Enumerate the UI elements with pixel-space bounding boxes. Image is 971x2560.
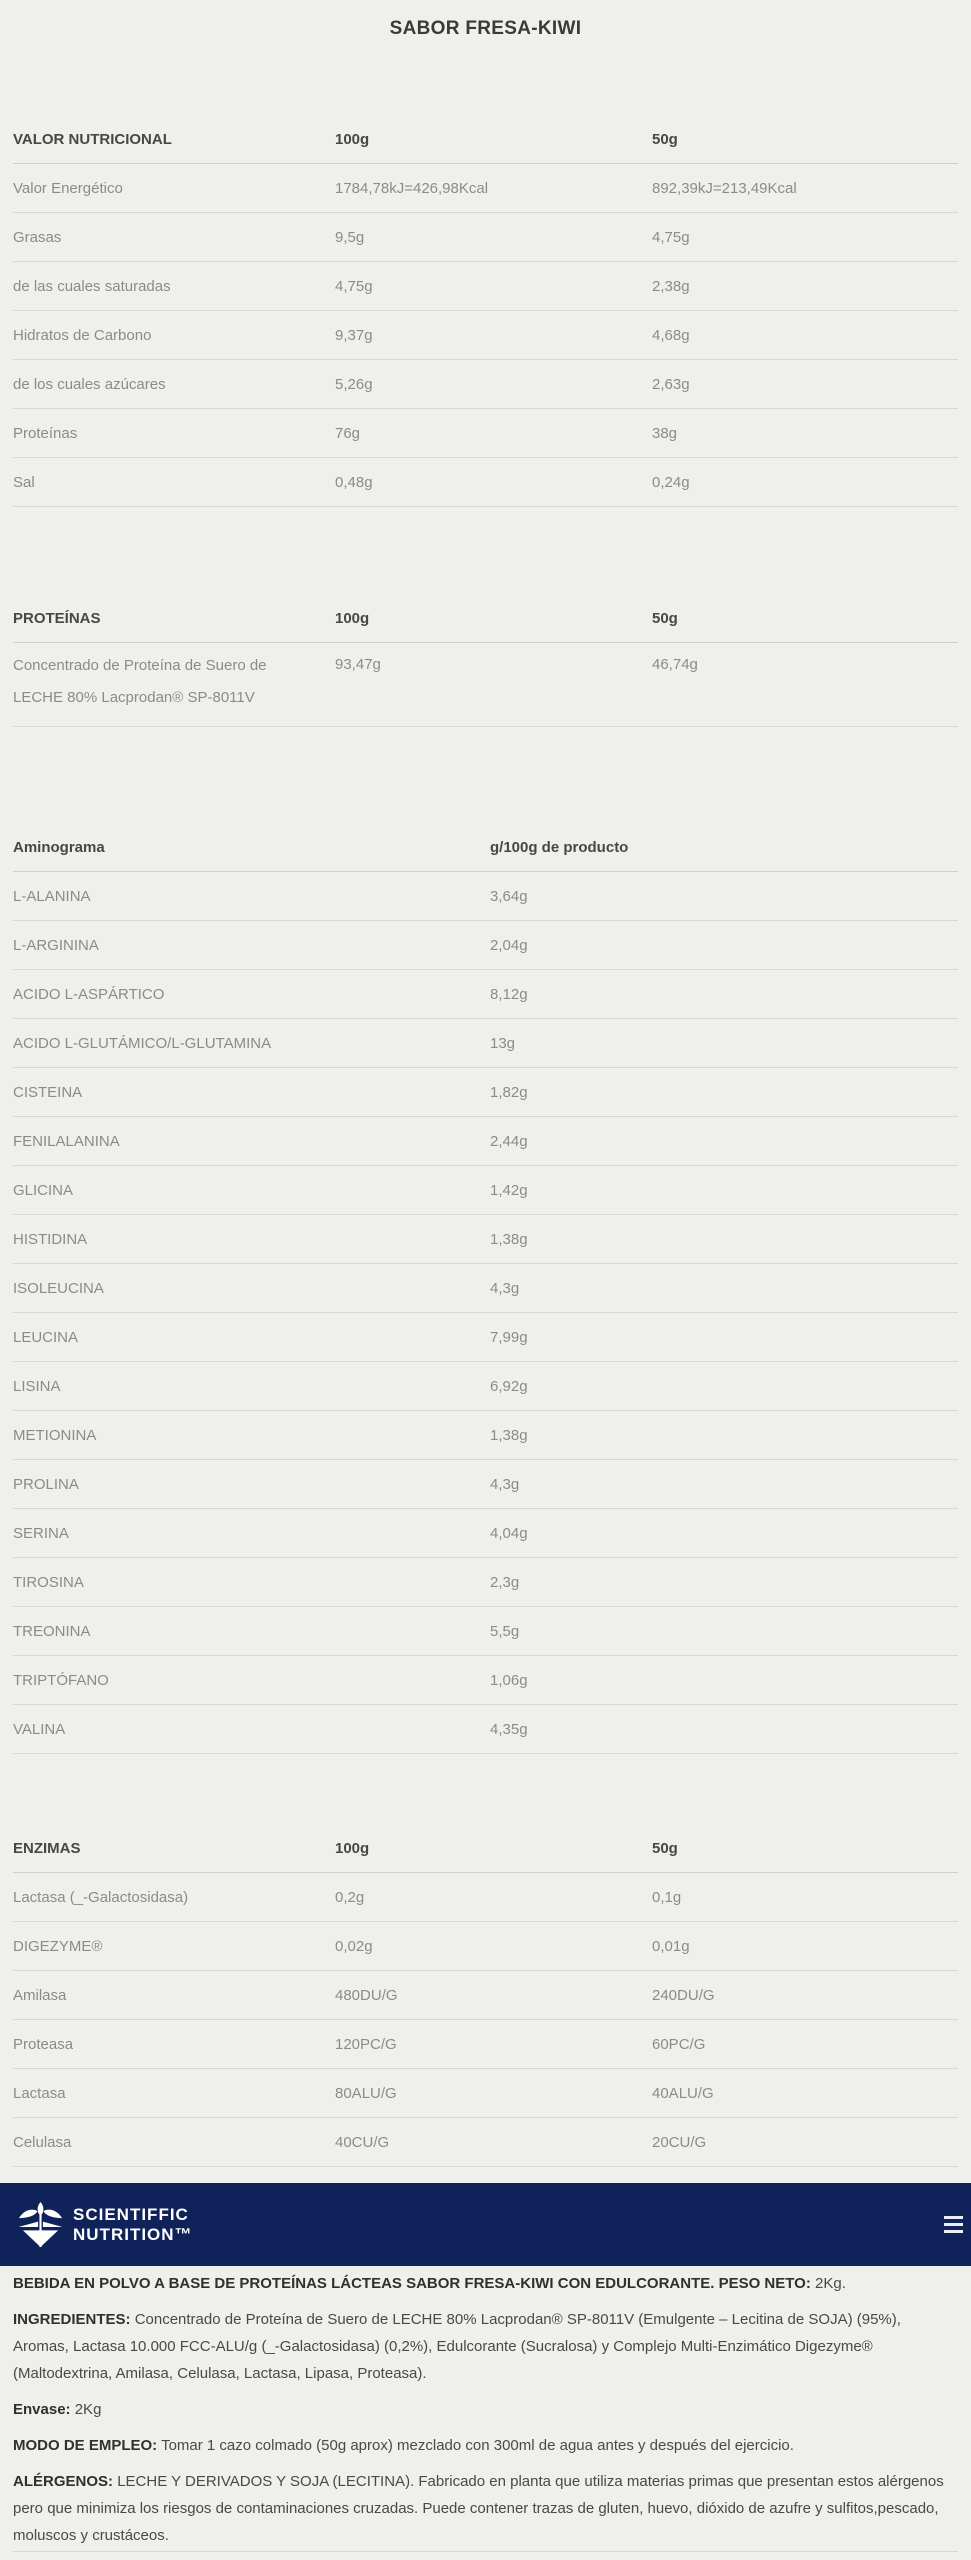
enzymes-table (13, 1824, 958, 2216)
usage-paragraph (13, 2432, 958, 2459)
proteins-table (13, 594, 958, 727)
amino-acid-label: PROLINA (13, 1475, 79, 1493)
brand-tree-icon (17, 2201, 64, 2248)
brand-logo[interactable] (17, 2201, 193, 2248)
allergens-paragraph (13, 2468, 958, 2549)
amino-acid-label: HISTIDINA (13, 1230, 88, 1248)
column-header-50g: 50g (652, 1839, 678, 1857)
enzyme-label: Lactasa (_-Galactosidasa) (13, 1888, 189, 1906)
navbar (0, 2183, 971, 2266)
table-row (13, 1019, 958, 1068)
net-weight-value: 2Kg. (815, 2275, 846, 2292)
column-header-100g: 100g (335, 1839, 370, 1857)
amino-acid-value: 2,44g (490, 1132, 528, 1150)
table-row (13, 311, 958, 360)
table-row (13, 1705, 958, 1754)
value-100g: 0,02g (335, 1937, 373, 1955)
amino-acid-value: 13g (490, 1034, 516, 1052)
table-row (13, 213, 958, 262)
enzyme-label: Celulasa (13, 2133, 72, 2151)
nutrition-table (13, 115, 958, 507)
table-row (13, 1460, 958, 1509)
value-50g: 4,68g (652, 326, 690, 344)
net-weight-label: BEBIDA EN POLVO A BASE DE PROTEÍNAS LÁCTEAS SABOR FRESA-KIWI CON EDULCORANTE. PESO NETO: (13, 2275, 811, 2292)
amino-acid-value: 3,64g (490, 887, 528, 905)
value-100g: 9,37g (335, 326, 373, 344)
value-100g: 5,26g (335, 375, 373, 393)
table-header-row (13, 594, 958, 643)
hamburger-icon (944, 2216, 963, 2219)
value-100g: 0,2g (335, 1888, 365, 1906)
brand-line2: NUTRITION™ (73, 2224, 193, 2244)
table-title: PROTEÍNAS (13, 609, 101, 627)
amino-acid-label: FENILALANINA (13, 1132, 120, 1150)
value-50g: 40ALU/G (652, 2084, 714, 2102)
table-row (13, 970, 958, 1019)
enzyme-label: Proteasa (13, 2035, 74, 2053)
column-header-per100g: g/100g de producto (490, 838, 629, 856)
amino-acid-value: 4,3g (490, 1279, 520, 1297)
amino-acid-label: SERINA (13, 1524, 69, 1542)
amino-acid-value: 1,06g (490, 1671, 528, 1689)
amino-acid-label: LEUCINA (13, 1328, 79, 1346)
amino-acid-value: 4,04g (490, 1524, 528, 1542)
amino-acid-label: METIONINA (13, 1426, 97, 1444)
table-row (13, 1411, 958, 1460)
enzyme-label: Amilasa (13, 1986, 67, 2004)
row-label: Concentrado de Proteína de Suero de LECHE 80% Lacprodan® SP-8011V (13, 657, 267, 706)
amino-acid-label: L-ALANINA (13, 887, 91, 905)
value-100g: 0,48g (335, 473, 373, 491)
hamburger-icon (944, 2230, 963, 2233)
product-details (13, 2270, 958, 2558)
row-label: Proteínas (13, 424, 78, 442)
table-row (13, 1362, 958, 1411)
ingredients-paragraph (13, 2306, 958, 2387)
brand-name (73, 2205, 193, 2245)
amino-acid-label: ISOLEUCINA (13, 1279, 104, 1297)
amino-acid-label: ACIDO L-GLUTÁMICO/L-GLUTAMINA (13, 1034, 272, 1052)
table-row (13, 262, 958, 311)
allergens-text: LECHE Y DERIVADOS Y SOJA (LECITINA). Fabricado en planta que utiliza materias primas que presentan estos alérgenos pero que minimiza los riesgos de contaminaciones cruzadas. Puede contener trazas de gluten, huevo, dióxido de azufre y sulfitos,pescado, moluscos y crustáceos. (13, 2473, 944, 2544)
amino-acid-label: ACIDO L-ASPÁRTICO (13, 985, 165, 1003)
amino-acid-value: 2,3g (490, 1573, 520, 1591)
enzyme-label: DIGEZYME® (13, 1937, 103, 1955)
column-header-100g: 100g (335, 130, 370, 148)
aminogram-table (13, 823, 958, 1754)
amino-acid-label: TREONINA (13, 1622, 91, 1640)
usage-text: Tomar 1 cazo colmado (50g aprox) mezclado con 300ml de agua antes y después del ejercicio. (161, 2437, 794, 2454)
brand-line1: SCIENTIFFIC (73, 2204, 189, 2224)
value-100g: 9,5g (335, 228, 365, 246)
table-row (13, 872, 958, 921)
table-row (13, 164, 958, 213)
table-row (13, 1215, 958, 1264)
table-row (13, 1313, 958, 1362)
table-row (13, 1117, 958, 1166)
column-header-50g: 50g (652, 609, 678, 627)
table-row (13, 1264, 958, 1313)
value-100g: 93,47g (335, 656, 381, 673)
table-title: Aminograma (13, 838, 105, 856)
value-100g: 120PC/G (335, 2035, 397, 2053)
value-100g: 40CU/G (335, 2133, 390, 2151)
table-row (13, 1656, 958, 1705)
table-row (13, 1068, 958, 1117)
table-row (13, 2020, 958, 2069)
value-100g: 76g (335, 424, 361, 442)
table-header-row (13, 115, 958, 164)
table-header-row (13, 823, 958, 872)
row-label: de los cuales azúcares (13, 375, 166, 393)
package-value: 2Kg (74, 2401, 102, 2418)
value-100g: 80ALU/G (335, 2084, 397, 2102)
amino-acid-value: 1,38g (490, 1426, 528, 1444)
row-label: de las cuales saturadas (13, 277, 171, 295)
amino-acid-label: LISINA (13, 1377, 61, 1395)
table-row (13, 643, 958, 727)
table-row (13, 409, 958, 458)
enzyme-label: Lactasa (13, 2084, 66, 2102)
amino-acid-value: 7,99g (490, 1328, 528, 1346)
table-title: VALOR NUTRICIONAL (13, 130, 172, 148)
table-row (13, 1922, 958, 1971)
amino-acid-value: 5,5g (490, 1622, 520, 1640)
value-50g: 892,39kJ=213,49Kcal (652, 179, 797, 197)
amino-acid-value: 4,35g (490, 1720, 528, 1738)
amino-acid-label: GLICINA (13, 1181, 74, 1199)
value-50g: 2,38g (652, 277, 690, 295)
value-100g: 480DU/G (335, 1986, 398, 2004)
value-50g: 0,1g (652, 1888, 682, 1906)
row-label: Sal (13, 473, 35, 491)
amino-acid-value: 1,82g (490, 1083, 528, 1101)
menu-button[interactable] (941, 2216, 963, 2233)
table-row (13, 458, 958, 507)
table-row (13, 1558, 958, 1607)
amino-acid-label: TIROSINA (13, 1573, 84, 1591)
value-50g: 20CU/G (652, 2133, 707, 2151)
table-title: ENZIMAS (13, 1839, 81, 1857)
table-row (13, 1607, 958, 1656)
bottom-divider (13, 2551, 958, 2552)
amino-acid-label: TRIPTÓFANO (13, 1671, 109, 1689)
table-row (13, 360, 958, 409)
net-weight-paragraph (13, 2270, 958, 2297)
value-50g: 0,24g (652, 473, 690, 491)
allergens-label: ALÉRGENOS: (13, 2473, 114, 2490)
package-paragraph (13, 2396, 958, 2423)
ingredients-text: Concentrado de Proteína de Suero de LECHE 80% Lacprodan® SP-8011V (Emulgente – Lecitina de SOJA) (95%), Aromas, Lactasa 10.000 FCC-ALU/g (_-Galactosidasa) (0,2%), Edulcorante (Sucralosa) y Complejo Multi-Enzimático Digezyme® (Maltodextrina, Amilasa, Celulasa, Lactasa, Lipasa, Proteasa). (13, 2311, 901, 2382)
value-50g: 4,75g (652, 228, 690, 246)
column-header-100g: 100g (335, 609, 370, 627)
usage-label: MODO DE EMPLEO: (13, 2437, 158, 2454)
amino-acid-label: CISTEINA (13, 1083, 83, 1101)
value-100g: 4,75g (335, 277, 373, 295)
value-50g: 46,74g (652, 656, 698, 673)
table-row (13, 921, 958, 970)
amino-acid-value: 1,42g (490, 1181, 528, 1199)
table-row (13, 1971, 958, 2020)
amino-acid-value: 8,12g (490, 985, 528, 1003)
amino-acid-value: 1,38g (490, 1230, 528, 1248)
hamburger-icon (944, 2223, 963, 2226)
column-header-50g: 50g (652, 130, 678, 148)
row-label: Hidratos de Carbono (13, 326, 152, 344)
row-label: Grasas (13, 228, 62, 246)
amino-acid-value: 6,92g (490, 1377, 528, 1395)
value-50g: 60PC/G (652, 2035, 706, 2053)
table-row (13, 2118, 958, 2167)
value-50g: 240DU/G (652, 1986, 715, 2004)
table-header-row (13, 1824, 958, 1873)
amino-acid-label: VALINA (13, 1720, 66, 1738)
value-50g: 38g (652, 424, 678, 442)
row-label: Valor Energético (13, 179, 123, 197)
table-row (13, 2069, 958, 2118)
ingredients-label: INGREDIENTES: (13, 2311, 131, 2328)
table-row (13, 1509, 958, 1558)
amino-acid-label: L-ARGININA (13, 936, 99, 954)
table-row (13, 1166, 958, 1215)
value-50g: 0,01g (652, 1937, 690, 1955)
value-100g: 1784,78kJ=426,98Kcal (335, 179, 489, 197)
table-row (13, 1873, 958, 1922)
page-title: SABOR FRESA-KIWI (389, 18, 582, 39)
amino-acid-value: 2,04g (490, 936, 528, 954)
value-50g: 2,63g (652, 375, 690, 393)
package-label: Envase: (13, 2401, 71, 2418)
amino-acid-value: 4,3g (490, 1475, 520, 1493)
